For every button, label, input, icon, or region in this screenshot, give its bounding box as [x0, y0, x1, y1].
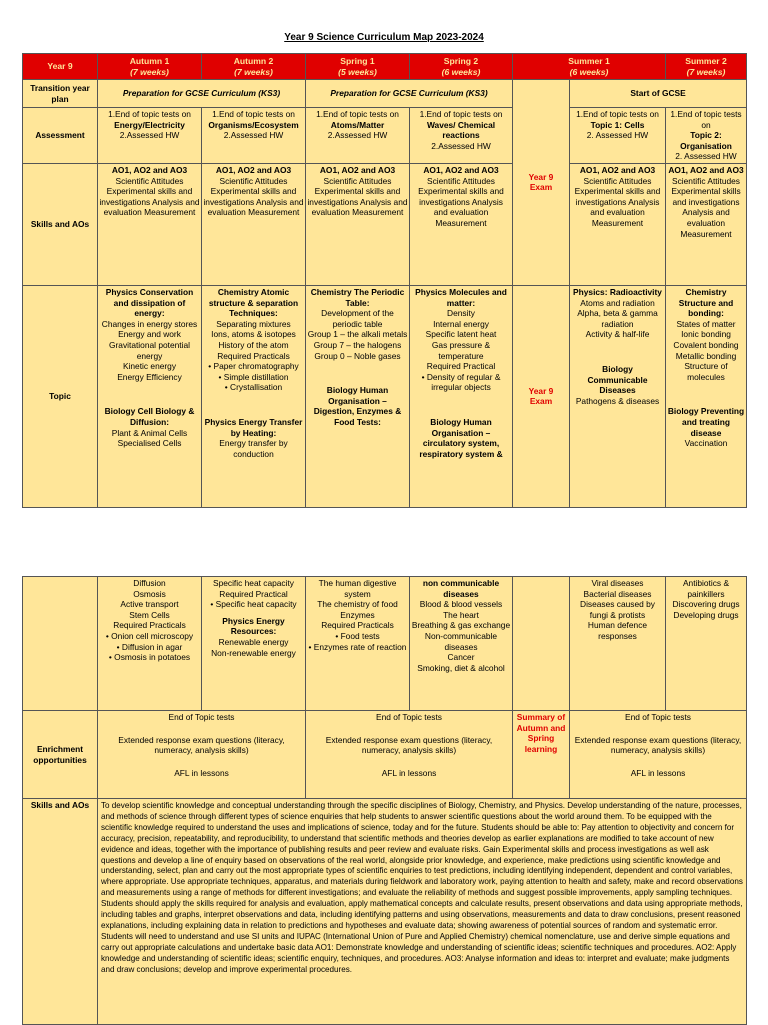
topic-title: Physics: Radioactivity: [573, 286, 662, 297]
list-item: Vaccination: [684, 438, 728, 449]
list-item: Blood & blood vessels: [419, 599, 503, 610]
enrichment-spring: End of Topic tests Extended response exam questions (literacy, numeracy, analysis skills) AFL in lessons: [306, 711, 513, 799]
list-item: Required Practical: [426, 361, 496, 372]
list-item: Plant & Animal Cells: [111, 427, 188, 438]
list-item: Required Practicals: [113, 620, 186, 631]
skills-spring1: AO1, AO2 and AO3 Scientific Attitudes Experimental skills and investigations Analysis and evaluation Measurement: [306, 163, 410, 285]
assessment-autumn2: 1.End of topic tests on Organisms/Ecosystem 2.Assessed HW: [202, 108, 306, 164]
list-item: Required Practicals: [321, 620, 394, 631]
list-item: Activity & half-life: [585, 329, 650, 340]
assessment-summer2: 1.End of topic tests on Topic 2: Organisation 2. Assessed HW: [666, 108, 747, 164]
year9-exam-topic: Year 9 Exam: [513, 285, 570, 507]
list-item: • Crystallisation: [224, 382, 283, 393]
list-item: Non-renewable energy: [211, 647, 296, 658]
topic-autumn1: [98, 285, 202, 507]
list-item: Changes in energy stores: [101, 318, 198, 329]
topic-subtitle: Biology Human Organisation – circulatory system, respiratory system &: [419, 416, 503, 459]
list-item: Breathing & gas exchange: [411, 620, 511, 631]
list-item: The heart: [443, 609, 479, 620]
list-item: Cancer: [447, 652, 475, 663]
term-header-summer1: Summer 1 (6 weeks): [513, 54, 666, 80]
list-item: Specific latent heat: [425, 329, 497, 340]
transition-autumn: Preparation for GCSE Curriculum (KS3): [98, 80, 306, 108]
list-item: Diseases caused by fungi & protists: [580, 599, 655, 620]
term-header-autumn1: Autumn 1 (7 weeks): [98, 54, 202, 80]
topic-title: Chemistry The Periodic Table:: [310, 286, 405, 308]
assessment-autumn1: 1.End of topic tests on Energy/Electricity 2.Assessed HW: [98, 108, 202, 164]
year-header: Year 9: [23, 54, 98, 80]
assessment-row: [23, 108, 747, 164]
enrichment-autumn: End of Topic tests Extended response exam questions (literacy, numeracy, analysis skills) AFL in lessons: [98, 711, 306, 799]
list-item: Structure of molecules: [684, 361, 728, 382]
skills-long-label: Skills and AOs: [23, 799, 98, 1025]
topic-subtitle: Biology Preventing and treating disease: [667, 406, 745, 438]
page-title: Year 9 Science Curriculum Map 2023-2024: [284, 32, 484, 43]
list-item: Osmosis: [133, 588, 166, 599]
list-item: Non-communicable diseases: [424, 630, 498, 652]
topic-summer1: [570, 285, 666, 507]
topic-subtitle: Biology Communicable Diseases: [587, 363, 648, 396]
skills-autumn1: AO1, AO2 and AO3 Scientific Attitudes Experimental skills and investigations Analysis and evaluation Measurement: [98, 163, 202, 285]
enrichment-summary: Summary of Autumn and Spring learning: [513, 711, 570, 799]
skills-long-text: To develop scientific knowledge and conceptual understanding through the specific disciplines of Biology, Chemistry, and Physics. Develop understanding of the nature, processes, and methods of science through different types of science enquiries that help students to answer scientific questions about the world around them. To be equipped with the scientific knowledge required to understand the uses and implications of science, today and for the future. Students should be able to: Pay attention to objectivity and concern for accuracy, precision, repeatability, and reproducibility, to understand that scientific methods and theories develop as earlier explanations are modified to take account of new evidence and ideas, together with the importance of publishing results and peer review and evaluate risks. Gain Experimental skills and process investigations as well ask questions and develop a line of enquiry based on observations of the real world, alongside prior knowledge, and experience, make predictions using scientific knowledge and understanding, select, plan and carry out the most appropriate types of scientific enquiries to test predictions, including identifying independent, dependent and control variables, where appropriate. Use appropriate techniques, apparatus, and materials during fieldwork and laboratory work, paying attention to health and safety, make and record observations and measurements using a range of methods for different investigations; and evaluate the reliability of methods and suggest possible improvements, apply sampling techniques. Students should apply the skills required for analysis and evaluation, apply mathematical concepts and calculate results, present observations and data using appropriate methods, including tables and graphs, interpret observations and data, including identifying patterns and using observations, measurements and data to draw conclusions, present reasoned explanations, including explaining data in relation to predictions and hypotheses and evaluate data; showing awareness of potential sources of random and systematic error. Students will need to understand and use SI units and IUPAC (International Union of Pure and Applied Chemistry) chemical nomenclature, use and derive simple equations and carry out appropriate calculations and undertake basic data AO1: Demonstrate knowledge and understanding of scientific ideas; scientific techniques and procedures. AO2: Apply knowledge and understanding of scientific ideas; scientific enquiry, techniques, and procedures. AO3: Analyse information and ideas to: interpret and evaluate; make judgments and draw conclusions; develop and improve experimental procedures.: [98, 799, 747, 1025]
list-item: Discovering drugs: [672, 599, 740, 610]
list-item: • Onion cell microscopy: [105, 630, 194, 641]
list-item: Developing drugs: [673, 609, 739, 620]
enrichment-row: [23, 711, 747, 799]
topic-title: Chemistry Atomic structure & separation Techniques:: [208, 286, 299, 319]
list-item: Development of the periodic table: [321, 308, 394, 329]
list-item: History of the atom: [218, 339, 289, 350]
list-item: The chemistry of food: [317, 599, 398, 610]
list-item: Bacterial diseases: [583, 588, 652, 599]
topic-subtitle: Biology Human Organisation – Digestion, Enzymes & Food Tests:: [313, 385, 402, 427]
topic-spring1: [306, 285, 410, 507]
list-item: Energy transfer by conduction: [219, 438, 288, 459]
term-header-spring2: Spring 2 (6 weeks): [410, 54, 513, 80]
year9-exam-cell: Year 9 Exam: [513, 80, 570, 286]
list-item: Viral diseases: [591, 578, 644, 588]
topic-label: Topic: [23, 285, 98, 507]
transition-spring: Preparation for GCSE Curriculum (KS3): [306, 80, 513, 108]
assessment-spring2: 1.End of topic tests on Waves/ Chemical reactions 2.Assessed HW: [410, 108, 513, 164]
list-item: Density: [447, 308, 475, 319]
topic-autumn2: [202, 285, 306, 507]
continued-spring1: [306, 577, 410, 711]
continued-exam-gap: [513, 577, 570, 711]
list-item: States of matter: [676, 318, 736, 329]
list-item: Atoms and radiation: [580, 297, 655, 308]
list-item: Specialised Cells: [117, 438, 182, 449]
skills-long-row: [23, 799, 747, 1025]
list-item: Ions, atoms & isotopes: [211, 329, 296, 340]
continued-summer1: [570, 577, 666, 711]
transition-label: Transition year plan: [23, 80, 98, 108]
list-item: Antibiotics & painkillers: [682, 578, 730, 599]
list-item: • Enzymes rate of reaction: [308, 641, 407, 652]
continued-autumn1: [98, 577, 202, 711]
list-item: Group 0 – Noble gases: [314, 350, 401, 361]
enrichment-summer: End of Topic tests Extended response exam questions (literacy, numeracy, analysis skills) AFL in lessons: [570, 711, 747, 799]
list-item: • Specific heat capacity: [210, 599, 297, 610]
list-item: Gravitational potential energy: [108, 339, 190, 361]
skills-label: Skills and AOs: [23, 163, 98, 285]
continued-autumn2: Specific heat capacity Required Practical • Specific heat capacity Physics Energy Resources: Renewable energy Non-renewable energy: [202, 577, 306, 711]
list-item: Gas pressure & temperature: [431, 339, 491, 361]
list-item: Energy and work: [118, 329, 181, 340]
skills-autumn2: AO1, AO2 and AO3 Scientific Attitudes Experimental skills and investigations Analysis and evaluation Measurement: [202, 163, 306, 285]
list-item: Metallic bonding: [675, 350, 737, 361]
list-item: Ionic bonding: [681, 329, 731, 340]
topic-continued-label: [23, 577, 98, 711]
header-row: [23, 54, 747, 80]
skills-summer1: AO1, AO2 and AO3 Scientific Attitudes Experimental skills and investigations Analysis and evaluation Measurement: [570, 163, 666, 285]
topic-title: Chemistry Structure and bonding:: [678, 286, 734, 319]
list-item: Active transport: [120, 599, 179, 610]
topic-row: [23, 285, 747, 507]
list-item: • Paper chromatography: [208, 361, 299, 372]
topic-continued-row: [23, 577, 747, 711]
curriculum-table-bottom: [22, 576, 747, 1025]
list-item: Required Practicals: [217, 350, 290, 361]
topic-spring2: [410, 285, 513, 507]
term-header-autumn2: Autumn 2 (7 weeks): [202, 54, 306, 80]
curriculum-table-top: [22, 53, 747, 508]
list-item: Group 7 – the halogens: [313, 339, 402, 350]
assessment-spring1: 1.End of topic tests on Atoms/Matter 2.Assessed HW: [306, 108, 410, 164]
list-item: Separating mixtures: [216, 318, 291, 329]
list-item: Group 1 – the alkali metals: [307, 329, 408, 340]
list-item: Covalent bonding: [673, 339, 739, 350]
list-item: • Simple distillation: [218, 371, 289, 382]
list-item: Stem Cells: [129, 609, 170, 620]
continued-spring2: non communicable diseases Blood & blood vessels The heart Breathing & gas exchange Non-communicable diseases Cancer Smoking, diet & alcohol: [410, 577, 513, 711]
list-item: Energy Efficiency: [117, 371, 182, 382]
list-item: • Density of regular & irregular objects: [421, 371, 501, 393]
list-item: • Food tests: [335, 630, 380, 641]
list-item: Kinetic energy: [122, 361, 177, 372]
list-item: Required Practical: [219, 588, 288, 599]
list-item: Diffusion: [133, 578, 166, 588]
topic-title: Physics Molecules and matter:: [415, 286, 507, 308]
term-header-spring1: Spring 1 (5 weeks): [306, 54, 410, 80]
list-item: Internal energy: [433, 318, 489, 329]
skills-spring2: AO1, AO2 and AO3 Scientific Attitudes Experimental skills and investigations Analysis and evaluation Measurement: [410, 163, 513, 285]
list-item: • Diffusion in agar: [116, 641, 183, 652]
continued-summer2: [666, 577, 747, 711]
list-item: The human digestive system: [318, 578, 397, 599]
list-item: • Osmosis in potatoes: [108, 652, 191, 663]
term-header-summer2: Summer 2 (7 weeks): [666, 54, 747, 80]
list-item: Smoking, diet & alcohol: [417, 662, 505, 673]
topic-subtitle: Physics Energy Transfer by Heating:: [204, 416, 303, 438]
list-item: Specific heat capacity: [212, 578, 294, 588]
list-item: Renewable energy: [218, 636, 289, 647]
transition-row: [23, 80, 747, 108]
enrichment-label: Enrichment opportunities: [23, 711, 98, 799]
skills-row: [23, 163, 747, 285]
list-item: Human defence responses: [587, 620, 648, 641]
list-item: Enzymes: [340, 609, 375, 620]
assessment-summer1: 1.End of topic tests on Topic 1: Cells 2. Assessed HW: [570, 108, 666, 164]
list-item: Pathogens & diseases: [575, 395, 660, 406]
topic-subtitle: Biology Cell Biology & Diffusion:: [104, 406, 195, 427]
assessment-label: Assessment: [23, 108, 98, 164]
topic-title: Physics Conservation and dissipation of energy:: [105, 286, 194, 319]
skills-summer2: AO1, AO2 and AO3 Scientific Attitudes Experimental skills and investigations Analysis and evaluation Measurement: [666, 163, 747, 285]
list-item: Alpha, beta & gamma radiation: [577, 308, 658, 329]
transition-summer: Start of GCSE: [570, 80, 747, 108]
topic-summer2: [666, 285, 747, 507]
